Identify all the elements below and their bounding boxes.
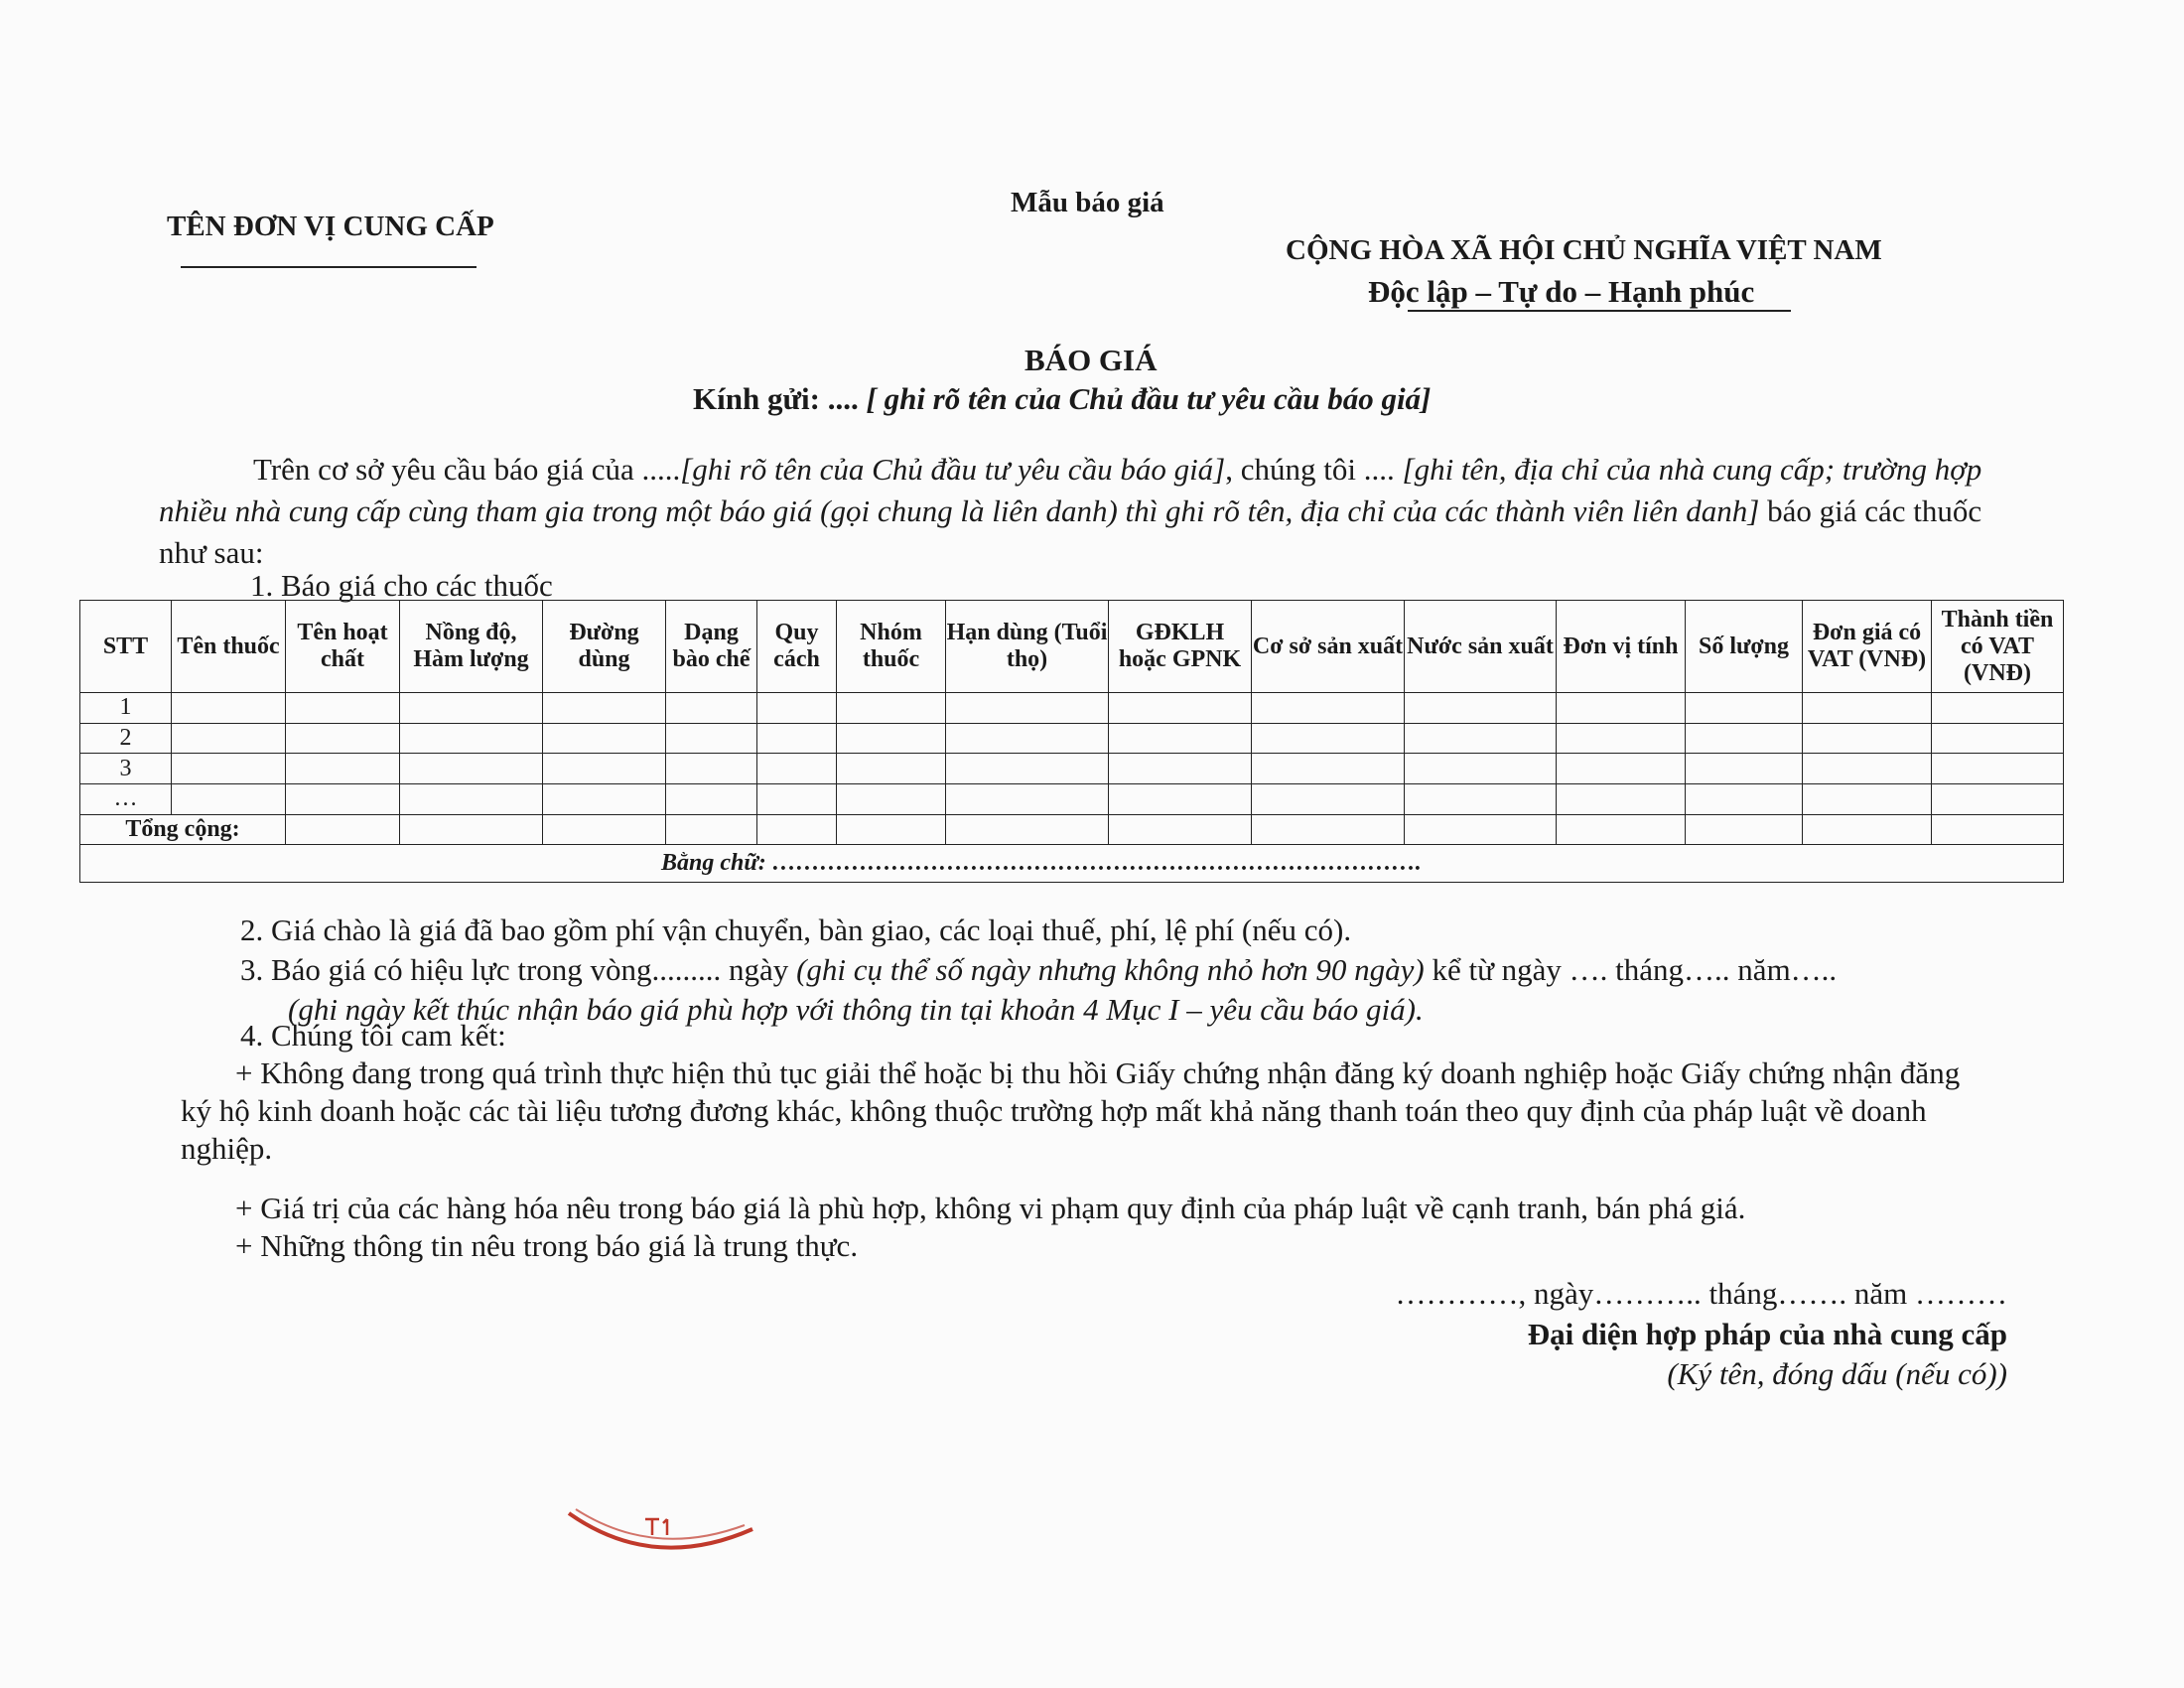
signature-date-line: …………, ngày……….. tháng……. năm ……… <box>1395 1276 2007 1311</box>
supplier-name: TÊN ĐƠN VỊ CUNG CẤP <box>167 211 494 242</box>
table-header-cell: Dạng bào chế <box>666 601 757 693</box>
table-row <box>80 754 2064 784</box>
addressee-label: Kính gửi: .... <box>693 381 859 416</box>
table-header-cell: Đơn vị tính <box>1557 601 1686 693</box>
table-header-cell: Hạn dùng (Tuổi thọ) <box>946 601 1109 693</box>
item-2: 2. Giá chào là giá đã bao gồm phí vận chuyển, bàn giao, các loại thuế, phí, lệ phí (nếu có). <box>240 913 1352 947</box>
row-number: 3 <box>80 754 172 784</box>
intro-paragraph <box>159 449 1995 574</box>
table-row <box>80 783 2064 814</box>
item-3-text-a: 3. Báo giá có hiệu lực trong vòng......... ngày <box>240 952 797 987</box>
table-header-cell: Cơ sở sản xuất <box>1252 601 1405 693</box>
item-3-text-c: kể từ ngày …. tháng….. năm….. <box>1424 952 1838 987</box>
table-header-cell: Tên hoạt chất <box>286 601 400 693</box>
table-header-row <box>80 601 2064 693</box>
table-header-cell: Đơn giá có VAT (VNĐ) <box>1803 601 1932 693</box>
stamp-arc-icon <box>564 1501 762 1561</box>
table-header-cell: Tên thuốc <box>172 601 286 693</box>
country-name: CỘNG HÒA XÃ HỘI CHỦ NGHĨA VIỆT NAM <box>1286 234 1882 266</box>
addressee <box>693 381 1431 417</box>
table-header-cell: Nồng độ, Hàm lượng <box>400 601 543 693</box>
signature-title: Đại diện hợp pháp của nhà cung cấp <box>1527 1317 2007 1351</box>
table-row <box>80 723 2064 754</box>
table-header-cell: Nước sản xuất <box>1405 601 1557 693</box>
intro-text-3: , chúng tôi .... <box>1225 452 1403 487</box>
section-1-heading: 1. Báo giá cho các thuốc <box>250 568 553 603</box>
quote-table <box>79 600 2064 883</box>
motto-underline <box>1408 310 1791 312</box>
table-header-cell: Quy cách <box>757 601 837 693</box>
intro-text-2: [ghi rõ tên của Chủ đầu tư yêu cầu báo giá] <box>680 452 1226 487</box>
supplier-underline <box>181 266 477 268</box>
total-label: Tổng cộng: <box>80 814 286 845</box>
item-3-text-d: (ghi ngày kết thúc nhận báo giá phù hợp với thông tin tại khoản 4 Mục I – yêu cầu báo giá). <box>288 992 1424 1027</box>
row-number: 1 <box>80 693 172 724</box>
form-title: Mẫu báo giá <box>1011 187 1164 218</box>
table-header-cell: STT <box>80 601 172 693</box>
signature-note: (Ký tên, đóng dấu (nếu có)) <box>1667 1356 2007 1391</box>
table-header-cell: Số lượng <box>1686 601 1803 693</box>
table-header-cell: Nhóm thuốc <box>837 601 946 693</box>
table-row <box>80 693 2064 724</box>
item-4: 4. Chúng tôi cam kết: <box>240 1018 506 1053</box>
intro-text-4: [ghi tên, địa chỉ của nhà cung cấp; trường hợp nhiều nhà cung cấp cùng tham gia trong một báo giá (gọi chung là liên danh) thì ghi rõ tên, địa chỉ của các thành viên liên danh] <box>159 452 1982 528</box>
addressee-value: [ ghi rõ tên của Chủ đầu tư yêu cầu báo giá] <box>858 381 1432 416</box>
item-3 <box>240 953 1837 987</box>
amount-in-words: Bằng chữ: ………………………………………………………………………. <box>80 845 2064 883</box>
document-title: BÁO GIÁ <box>1024 343 1158 377</box>
intro-text-1: Trên cơ sở yêu cầu báo giá của ..... <box>253 452 681 487</box>
pledge-1: + Không đang trong quá trình thực hiện thủ tục giải thể hoặc bị thu hồi Giấy chứng nhận đăng ký doanh nghiệp hoặc Giấy chứng nhận đăng ký hộ kinh doanh hoặc các tài liệu tương đương khác, không thuộc trường hợp mất khả năng thanh toán theo quy định của pháp luật về doanh nghiệp. <box>181 1055 1961 1166</box>
row-number: 2 <box>80 723 172 754</box>
table-total-row <box>80 814 2064 845</box>
pledge-2: + Giá trị của các hàng hóa nêu trong báo giá là phù hợp, không vi phạm quy định của pháp luật về cạnh tranh, bán phá giá. <box>235 1191 1746 1225</box>
table-header-cell: Đường dùng <box>543 601 666 693</box>
national-motto: Độc lập – Tự do – Hạnh phúc <box>1368 274 1755 309</box>
pledge-3: + Những thông tin nêu trong báo giá là trung thực. <box>235 1228 859 1263</box>
item-3-text-b: (ghi cụ thể số ngày nhưng không nhỏ hơn 90 ngày) <box>796 952 1425 987</box>
table-words-row <box>80 845 2064 883</box>
row-number: … <box>80 783 172 814</box>
table-header-cell: Thành tiền có VAT (VNĐ) <box>1932 601 2064 693</box>
table-header-cell: GĐKLH hoặc GPNK <box>1109 601 1252 693</box>
intro-text-5: báo giá các thuốc như sau: <box>159 493 1982 570</box>
